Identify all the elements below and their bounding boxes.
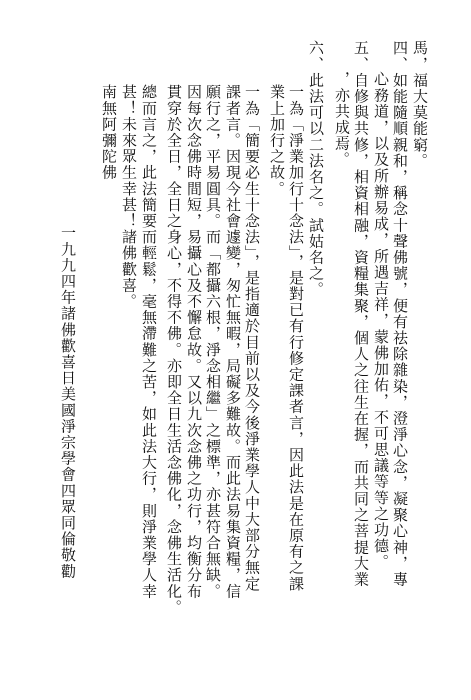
text-column: 願行之，平易圓具。而「都攝六根，淨念相繼」之標準，亦甚符合無缺。 xyxy=(204,84,222,600)
text-column: 因每次念佛時間短，易攝心及不懈怠故。又以九次念佛之功行，均衡分布 xyxy=(185,84,203,600)
text-column: 一為「簡要必生十念法」，是指適於目前以及今後淨業學人中大部分無定 xyxy=(243,84,261,592)
text-column: 六、此法可以二法名之。試姑名之。 xyxy=(307,40,325,298)
text-column: 一為「淨業加行十念法」，是對已有行修定課者言，因此法是在原有之課 xyxy=(287,84,305,592)
text-column: 甚！未來眾生幸甚！諸佛歡喜。 xyxy=(120,84,138,310)
text-column: 四、如能隨順親和，稱念十聲佛號，便有祛除雜染，澄淨心念，凝聚心神，專 xyxy=(391,40,409,588)
text-column: 課者言。因現今社會遽變，匆忙無暇，局礙多難故。而此法易集資糧，信 xyxy=(224,84,242,600)
closing-invocation: 南無阿彌陀佛 xyxy=(100,84,118,181)
signature-line: 一九九四年諸佛歡喜日美國淨宗學會四眾同倫敬勸 xyxy=(59,225,77,580)
text-column: 五、自修與共修，相資相融，資糧集聚，個人之往生在握，而共同之菩提大業 xyxy=(352,40,370,588)
text-column: ，亦共成焉。 xyxy=(333,71,351,168)
text-column: 馬，福大莫能窮。 xyxy=(411,40,429,169)
text-column: 業上加行之故。 xyxy=(268,84,286,197)
text-column: 總而言之，此法簡要而輕鬆，毫無滯難之苦，如此法大行，則淨業學人幸 xyxy=(140,84,158,600)
text-column: 貫穿於全日，全日之身心，不得不佛。亦即全日生活念佛化，念佛生活化。 xyxy=(165,84,183,616)
text-column: 心務道，以及所辦易成，所遇吉祥，蒙佛加佑，不可思議等等之功德。 xyxy=(372,71,390,571)
